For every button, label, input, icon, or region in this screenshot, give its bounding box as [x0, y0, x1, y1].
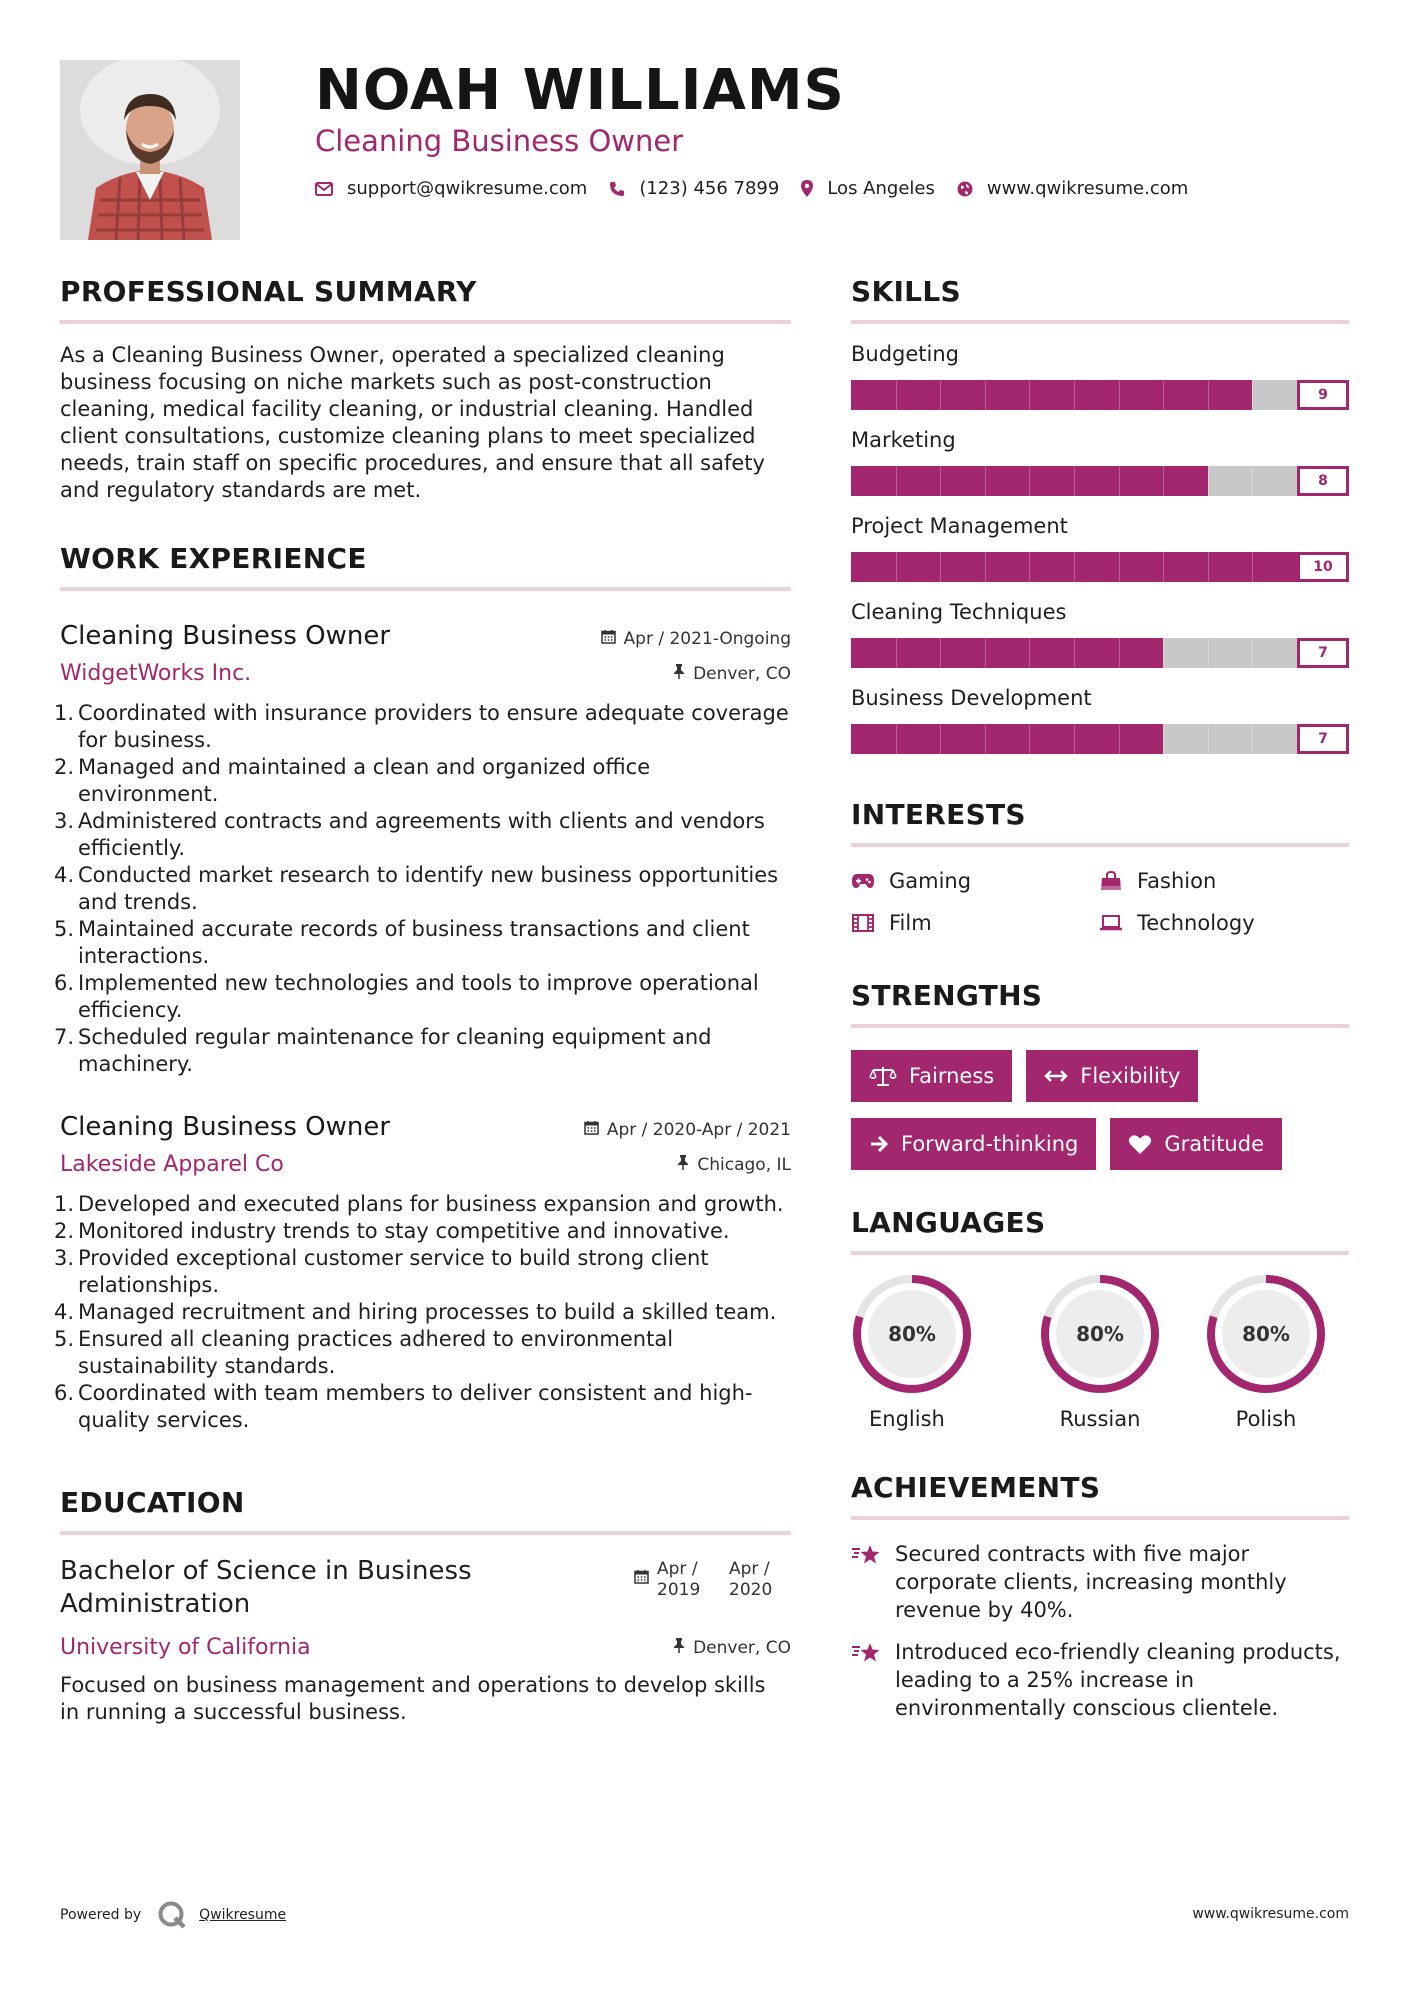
shopping-bag-icon [1099, 871, 1123, 891]
list-item: Coordinated with insurance providers to ensure adequate coverage for business. [78, 701, 789, 752]
list-item: Administered contracts and agreements with clients and vendors efficiently. [78, 809, 765, 860]
pushpin-icon [673, 1638, 685, 1657]
language-name: English [869, 1407, 945, 1431]
skill-bar-segment [1208, 380, 1209, 410]
language-progress-ring [1039, 1273, 1161, 1395]
star-icon [851, 1540, 895, 1624]
skill-bar-segment [1163, 552, 1164, 582]
skill-item [851, 600, 1349, 668]
calendar-icon [601, 629, 616, 648]
job-title: Cleaning Business Owner [60, 1112, 391, 1142]
skill-value: 9 [1297, 380, 1349, 410]
arrow-right-icon [869, 1135, 889, 1153]
job-location [677, 1155, 791, 1175]
skill-bar-segment [1119, 380, 1120, 410]
interest-fashion [1099, 869, 1347, 893]
skill-bar-segment [1074, 380, 1075, 410]
skill-bar-segment [896, 724, 897, 754]
profile-photo [60, 60, 240, 240]
strength-label: Forward-thinking [901, 1132, 1079, 1156]
summary-title: PROFESSIONAL SUMMARY [60, 275, 791, 324]
strength-label: Gratitude [1164, 1132, 1264, 1156]
education-title: EDUCATION [60, 1486, 791, 1535]
gamepad-icon [851, 873, 875, 889]
powered-by-text: Powered by [60, 1907, 142, 1923]
star-icon [851, 1638, 895, 1722]
skill-bar-segment [1119, 552, 1120, 582]
job-location-text: Denver, CO [693, 663, 791, 684]
skill-bar [851, 724, 1349, 754]
language-item [1017, 1273, 1183, 1431]
education-date-start: Apr / 2019 [657, 1559, 701, 1600]
skill-bar-segment [896, 638, 897, 668]
skill-bar-segment [1252, 638, 1253, 668]
skill-bar-segment [985, 380, 986, 410]
contact-phone[interactable] [609, 178, 779, 199]
skill-bar-track [851, 638, 1297, 668]
skill-bar-segment [1119, 724, 1120, 754]
contact-website[interactable] [957, 178, 1188, 199]
skill-bar-segment [985, 638, 986, 668]
languages-title: LANGUAGES [851, 1206, 1349, 1255]
skill-bar-segment [1208, 466, 1209, 496]
right-column [851, 275, 1349, 1722]
skill-bar-segment [1208, 724, 1209, 754]
skill-bar-segment [1252, 466, 1253, 496]
education-date [634, 1559, 791, 1621]
skill-bar-segment [896, 380, 897, 410]
job-date-text: Apr / 2021-Ongoing [623, 628, 791, 649]
skill-name: Project Management [851, 514, 1068, 538]
list-item: Conducted market research to identify new business opportunities and trends. [78, 863, 779, 914]
company-name: WidgetWorks Inc. [60, 661, 252, 686]
list-item: Ensured all cleaning practices adhered to environmental sustainability standards. [78, 1327, 674, 1378]
footer-url[interactable]: www.qwikresume.com [1192, 1906, 1349, 1922]
language-item [851, 1273, 1017, 1431]
contact-email-text: support@qwikresume.com [347, 178, 588, 199]
calendar-icon [634, 1569, 649, 1588]
skill-bar-segment [1252, 724, 1253, 754]
interest-film [851, 911, 1099, 935]
summary-text: As a Cleaning Business Owner, operated a specialized cleaning business focusing on niche markets such as post-construction cleaning, medical facility cleaning, or industrial cleaning. Handled client consultations, customize cleaning plans to meet specialized needs, train staff on specific procedures, and ensure that all safety and regulatory standards are met. [60, 343, 765, 502]
education-date-end: Apr / 2020 [729, 1559, 773, 1600]
phone-icon [609, 181, 625, 197]
contact-website-text: www.qwikresume.com [986, 178, 1189, 199]
languages-list [851, 1273, 1349, 1431]
laptop-icon [1099, 915, 1123, 931]
job-bullets [60, 1191, 791, 1434]
language-progress-ring [1205, 1273, 1327, 1395]
company-name: Lakeside Apparel Co [60, 1152, 284, 1177]
interest-gaming [851, 869, 1099, 893]
skill-bar-segment [1252, 552, 1253, 582]
contact-bar [315, 178, 1210, 199]
job-title: Cleaning Business Owner [60, 621, 391, 651]
skill-bar-track [851, 380, 1297, 410]
experience-section [60, 542, 791, 1434]
strength-label: Flexibility [1080, 1064, 1181, 1088]
strength-tag-gratitude [1110, 1118, 1282, 1170]
list-item: Scheduled regular maintenance for cleaning equipment and machinery. [78, 1025, 712, 1076]
candidate-name: NOAH WILLIAMS [315, 58, 845, 123]
contact-location-text: Los Angeles [827, 178, 935, 199]
skill-bar [851, 466, 1349, 496]
contact-phone-text: (123) 456 7899 [639, 178, 780, 199]
achievements-section [851, 1471, 1349, 1722]
skill-bar-segment [896, 552, 897, 582]
skill-item [851, 686, 1349, 754]
job-entry [60, 1112, 791, 1434]
strengths-title: STRENGTHS [851, 979, 1349, 1028]
list-item: Developed and executed plans for business expansion and growth. [78, 1192, 784, 1216]
pushpin-icon [673, 664, 685, 683]
degree-title: Bachelor of Science in Business Administration [60, 1556, 472, 1619]
interest-label: Gaming [889, 869, 972, 893]
strength-label: Fairness [909, 1064, 995, 1088]
job-bullets [60, 700, 791, 1078]
interest-technology [1099, 911, 1347, 935]
heart-icon [1128, 1134, 1152, 1155]
skill-bar-segment [985, 552, 986, 582]
interest-label: Technology [1137, 911, 1255, 935]
achievement-text: Secured contracts with five major corporate clients, increasing monthly revenue by 40%. [895, 1542, 1287, 1622]
skill-bar-segment [1074, 552, 1075, 582]
list-item: Monitored industry trends to stay competitive and innovative. [78, 1219, 730, 1243]
contact-location [801, 178, 935, 199]
strength-tag-fairness [851, 1050, 1012, 1102]
job-entry [60, 621, 791, 1078]
qwikresume-link[interactable]: Qwikresume [199, 1907, 287, 1923]
education-location [673, 1638, 791, 1658]
skill-bar-segment [985, 466, 986, 496]
left-column [60, 275, 791, 1726]
language-name: Polish [1235, 1407, 1297, 1431]
education-location-text: Denver, CO [693, 1637, 791, 1658]
ring-percent-label: 80% [1076, 1322, 1124, 1346]
languages-section [851, 1206, 1349, 1431]
skill-bar-segment [896, 466, 897, 496]
skill-bar-segment [1074, 466, 1075, 496]
strength-tag-forward-thinking [851, 1118, 1096, 1170]
skill-bar-segment [1163, 638, 1164, 668]
qwikresume-logo-icon [157, 1900, 187, 1930]
achievement-item [851, 1540, 1349, 1624]
candidate-role: Cleaning Business Owner [315, 124, 684, 158]
skill-bar-segment [1029, 466, 1030, 496]
ring-percent-label: 80% [888, 1322, 936, 1346]
skill-bar [851, 638, 1349, 668]
arrows-horizontal-icon [1044, 1069, 1068, 1083]
skill-item [851, 428, 1349, 496]
skill-bar-segment [1163, 724, 1164, 754]
globe-icon [957, 181, 973, 197]
summary-section [60, 275, 791, 504]
skill-bar-track [851, 552, 1297, 582]
skill-value: 10 [1297, 552, 1349, 582]
skill-bar-segment [1252, 380, 1253, 410]
skill-bar-segment [940, 638, 941, 668]
skill-bar-segment [940, 724, 941, 754]
list-item: Managed recruitment and hiring processes to build a skilled team. [78, 1300, 777, 1324]
skill-bar-track [851, 466, 1297, 496]
pushpin-icon [677, 1155, 689, 1174]
skill-bar-segment [1074, 724, 1075, 754]
balance-scale-icon [869, 1065, 897, 1087]
education-text: Focused on business management and operations to develop skills in running a successful business. [60, 1673, 766, 1724]
contact-email[interactable] [315, 178, 587, 199]
school-name: University of California [60, 1635, 311, 1660]
skill-bar-segment [1163, 466, 1164, 496]
skill-bar-segment [1163, 380, 1164, 410]
map-pin-icon [801, 180, 813, 197]
skill-bar-segment [940, 552, 941, 582]
envelope-icon [315, 182, 333, 196]
skill-bar-segment [1029, 638, 1030, 668]
language-name: Russian [1059, 1407, 1141, 1431]
skill-value: 7 [1297, 638, 1349, 668]
job-date-text: Apr / 2020-Apr / 2021 [606, 1119, 791, 1140]
job-location-text: Chicago, IL [697, 1154, 791, 1175]
skills-list [851, 342, 1349, 754]
strengths-section [851, 979, 1349, 1186]
skill-name: Business Development [851, 686, 1092, 710]
skill-name: Budgeting [851, 342, 960, 366]
skill-item [851, 514, 1349, 582]
list-item: Provided exceptional customer service to build strong client relationships. [78, 1246, 709, 1297]
interests-title: INTERESTS [851, 798, 1349, 847]
language-progress-ring [851, 1273, 973, 1395]
skill-bar-segment [1119, 466, 1120, 496]
person-portrait-icon [60, 60, 240, 240]
language-item [1183, 1273, 1349, 1431]
skill-bar-fill [851, 638, 1163, 668]
ring-percent-label: 80% [1242, 1322, 1290, 1346]
job-date [584, 1120, 791, 1140]
skill-name: Marketing [851, 428, 956, 452]
experience-title: WORK EXPERIENCE [60, 542, 791, 591]
list-item: Implemented new technologies and tools to improve operational efficiency. [78, 971, 759, 1022]
skill-name: Cleaning Techniques [851, 600, 1067, 624]
skill-bar-segment [1029, 724, 1030, 754]
skill-bar-segment [1074, 638, 1075, 668]
skill-bar-segment [1029, 380, 1030, 410]
film-icon [851, 914, 875, 932]
skill-value: 8 [1297, 466, 1349, 496]
skill-bar-segment [940, 466, 941, 496]
skills-title: SKILLS [851, 275, 1349, 324]
job-date [601, 629, 791, 649]
skill-bar-segment [1119, 638, 1120, 668]
strength-tag-flexibility [1026, 1050, 1198, 1102]
skill-item [851, 342, 1349, 410]
achievement-item [851, 1638, 1349, 1722]
footer-powered-by [60, 1900, 286, 1930]
calendar-icon [584, 1120, 599, 1139]
interest-label: Film [889, 911, 932, 935]
skill-bar [851, 552, 1349, 582]
skill-bar-segment [1208, 638, 1209, 668]
skill-bar-segment [1029, 552, 1030, 582]
skill-bar-fill [851, 724, 1163, 754]
skill-bar-segment [1208, 552, 1209, 582]
job-location [673, 664, 791, 684]
education-section [60, 1486, 791, 1726]
skill-bar-segment [985, 724, 986, 754]
interest-label: Fashion [1137, 869, 1217, 893]
list-item: Maintained accurate records of business transactions and client interactions. [78, 917, 750, 968]
skill-bar-track [851, 724, 1297, 754]
list-item: Coordinated with team members to deliver consistent and high-quality services. [78, 1381, 753, 1432]
skill-bar-segment [940, 380, 941, 410]
achievement-text: Introduced eco-friendly cleaning products, leading to a 25% increase in environmentally conscious clientele. [895, 1640, 1341, 1720]
achievements-title: ACHIEVEMENTS [851, 1471, 1349, 1520]
skill-bar [851, 380, 1349, 410]
interests-section [851, 798, 1349, 935]
list-item: Managed and maintained a clean and organized office environment. [78, 755, 651, 806]
skill-value: 7 [1297, 724, 1349, 754]
skills-section [851, 275, 1349, 754]
skill-bar-fill [851, 380, 1252, 410]
